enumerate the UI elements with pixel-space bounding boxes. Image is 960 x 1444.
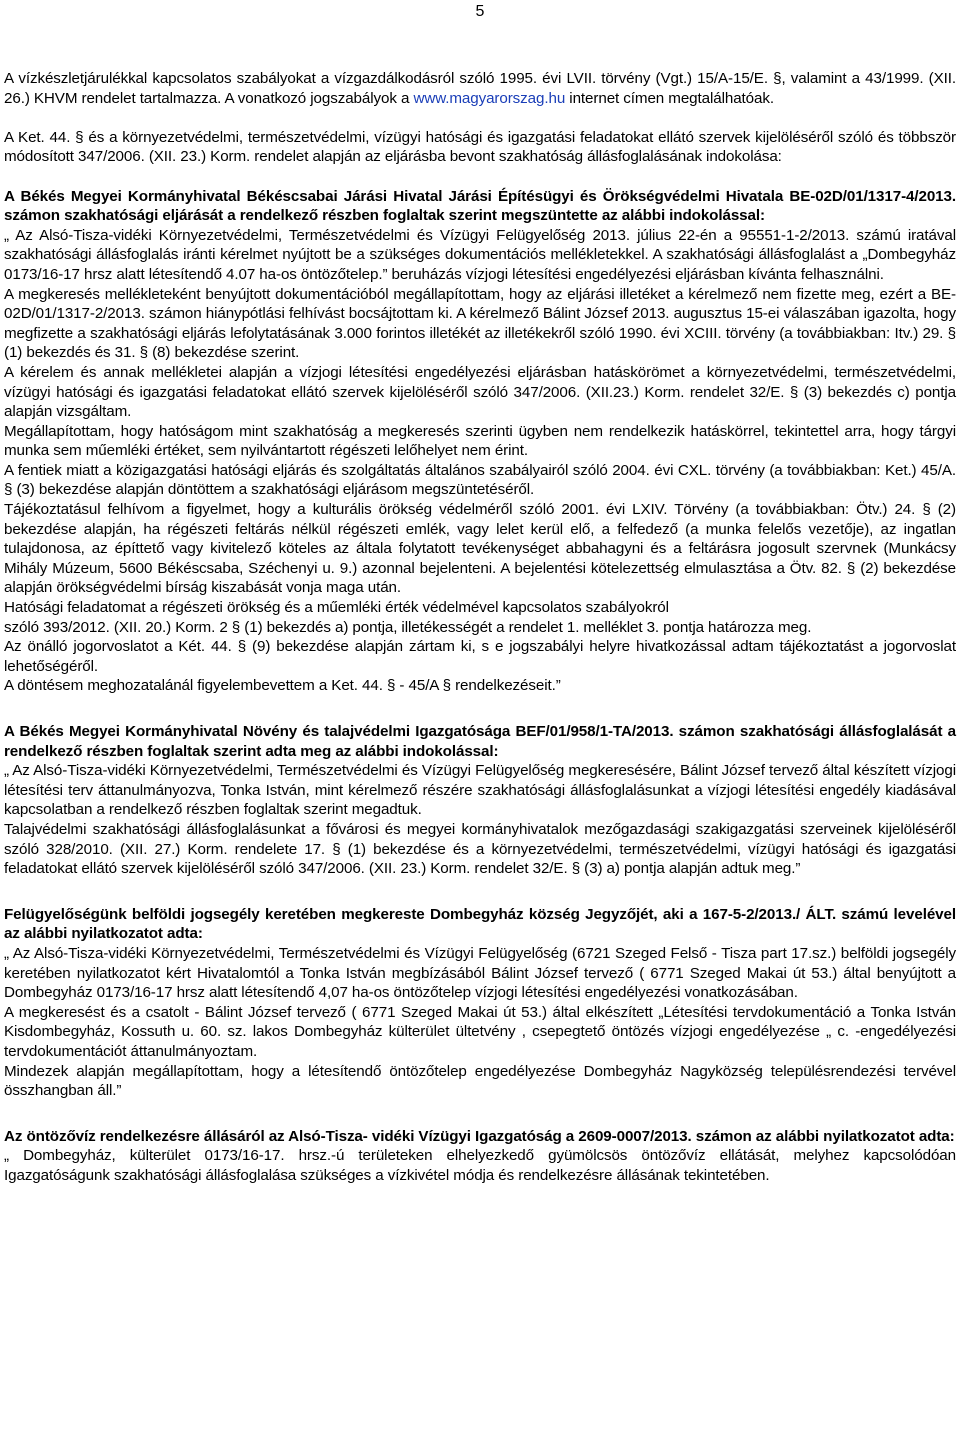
intro-text-2: , valamint a 43/1999. (XII. 26.) KHVM rendelet tartalmazza. A vonatkozó jogszabályok a bbox=[4, 70, 956, 107]
page-number: 5 bbox=[475, 3, 485, 20]
section2-paragraph: Talajvédelmi szakhatósági állásfoglalásunkat a fővárosi és megyei kormányhivatalok mezőgazdasági szakigazgatási szerveinek kijelöléséről szóló 328/2010. (XII. 27.) Korm. rendelete 17. § (1) bekezdése és a környezetvédelmi, természetvédelmi, vízügyi hatósági és igazgatási feladatokat ellátó szervek kijelöléséről szóló 347/2006. (XII. 23.) Korm. rendelet 32/E. § (3) a) pontja alapján adtuk meg.” bbox=[4, 820, 956, 878]
intro-paragraph-2: A Ket. 44. § és a környezetvédelmi, természetvédelmi, vízügyi hatósági és igazgatási feladatokat ellátó szervek kijelöléséről szóló és többször módosított 347/2006. (XII. 23.) Korm. rendelet alapján az eljárásba bevont szakhatóság állásfoglalásának indokolása: bbox=[4, 128, 956, 166]
section1-paragraph: A kérelem és annak mellékletei alapján a vízjogi létesítési engedélyezési eljárásban hatáskörömet a környezetvédelmi, természetvédelmi, vízügyi hatósági és igazgatási feladatokat ellátó szervek kijelöléséről szóló 347/2006. (XII.23.) Korm. rendelet 32/E. § (3) bekezdés c) pontja alapján vizsgáltam. bbox=[4, 363, 956, 421]
section3-heading: Felügyelőségünk belföldi jogsegély keretében megkereste Dombegyház község Jegyzőjét, aki a 167-5-2/2013./ ÁLT. számú levelével az alábbi nyilatkozatot adta: bbox=[4, 905, 956, 943]
section1-paragraph: A megkeresés mellékleteként benyújtott dokumentációból megállapítottam, hogy az eljárási illetéket a kérelmező nem fizette meg, ezért a BE-02D/01/1317-2/2013. számon hiánypótlási felhívást bocsájtottam ki. A kérelmező Bálint József 2013. augusztus 15-ei válaszában igazolta, hogy megfizette a szakhatósági eljárás lefolytatásának 3.000 forintos illetékét az illetékekről szóló 1990. évi XCIII. törvény (a továbbiakban: Itv.) 29. § (1) bekezdés és 31. § (8) bekezdése szerint. bbox=[4, 285, 956, 362]
section4-paragraph: „ Dombegyház, külterület 0173/16-17. hrsz.-ú területeken elhelyezkedő gyümölcsös öntözővíz ellátását, melyhez kapcsolódóan Igazgatóságunk szakhatósági állásfoglalása szükséges a vízkivétel módja és rendelkezésre állásának tekintetében. bbox=[4, 1147, 956, 1184]
section2-paragraph: „ Az Alsó-Tisza-vidéki Környezetvédelmi, Természetvédelmi és Vízügyi Felügyelőség megkeresésére, Bálint József tervező által készített vízjogi létesítési terv áttanulmányozva, Tonka István, mint kérelmező részére szakhatósági állásfoglalásunkat a vízjogi létesítési engedély kiadásával kapcsolatban a rendelkező részben foglaltak szerint megadtuk. bbox=[4, 762, 956, 819]
section2-heading: A Békés Megyei Kormányhivatal Növény és talajvédelmi Igazgatósága BEF/01/958/1-TA/2013. számon szakhatósági állásfoglalását a rendelkező részben foglaltak szerint adta meg az alábbi indokolással: bbox=[4, 723, 956, 760]
website-link[interactable]: www.magyarorszag.hu bbox=[413, 89, 566, 107]
section3-paragraph: A megkeresést és a csatolt - Bálint József tervező ( 6771 Szeged Makai út 53.) által elkészített „Létesítési tervdokumentáció a Tonka István Kisdombegyház, Kossuth u. 60. sz. lakos Dombegyház külterület ültetvény , csepegtető öntözés vízjogi engedélyezése „ c. -engedélyezési tervdokumentációt áttanulmányoztam. bbox=[4, 1003, 956, 1060]
section1-paragraph: Tájékoztatásul felhívom a figyelmet, hogy a kulturális örökség védelméről szóló 2001. évi LXIV. Törvény (a továbbiakban: Ötv.) 24. § (2) bekezdése alapján, ha régészeti feltárás nélkül régészeti emlék, vagy lelet kerül elő, a felfedező (a munka felelős vezetője), az ingatlan tulajdonosa, az építtető vagy kivitelező köteles az általa folytatott tevékenységet abbahagyni és a feltárásra jogosult szervnek (Munkácsy Mihály Múzeum, 5600 Békéscsaba, Széchenyi u. 9.) azonnal bejelenteni. A bejelentési kötelezettség elmulasztása a Ötv. 82. § (2) bekezdése alapján örökségvédelmi bírság kiszabását vonja maga után. bbox=[4, 501, 956, 597]
section1-paragraph: A döntésem meghozatalánál figyelembevettem a Ket. 44. § - 45/A § rendelkezéseit.” bbox=[4, 677, 561, 695]
section4-heading: Az öntözővíz rendelkezésre állásáról az Alsó-Tisza- vidéki Vízügyi Igazgatóság a 2609-0007/2013. számon az alábbi nyilatkozatot adta: bbox=[4, 1127, 955, 1145]
section3-paragraph: „ Az Alsó-Tisza-vidéki Környezetvédelmi, Természetvédelmi és Vízügyi Felügyelőség (6721 Szeged Felső - Tisza part 17.sz.) belföldi jogsegély keretében nyilatkozatot kért Hivatalomtól a Tonka István megbízásából Bálint József tervező ( 6771 Szeged Makai út 53.) által benyújtott a Dombegyház 0173/16-17 hrsz alatt létesítendő 4,07 ha-os öntözőtelep vízjogi létesítési engedélyezési vonatkozásában. bbox=[4, 944, 956, 1002]
section1-paragraph: „ Az Alsó-Tisza-vidéki Környezetvédelmi, Természetvédelmi és Vízügyi Felügyelőség 2013. július 22-én a 95551-1-2/2013. számú iratával szakhatósági állásfoglalás iránti kérelmet nyújtott be a szükséges dokumentációs mellékletekkel. A szakhatósági állásfoglalást a „Dombegyház 0173/16-17 hrsz alatt létesítendő 4.07 ha-os öntözőtelep.” beruházás vízjogi létesítési engedélyezési eljárásban kívánta felhasználni. bbox=[4, 226, 956, 283]
section1-paragraph: Megállapítottam, hogy hatóságom mint szakhatóság a megkeresés szerinti ügyben nem rendelkezik hatáskörrel, tekintettel arra, hogy tárgyi munka sem műemléki értéket, sem nyilvántartott régészeti lelőhelyet nem érint. bbox=[4, 422, 956, 460]
intro-paragraph-1 bbox=[4, 69, 956, 108]
document-body bbox=[4, 69, 956, 1185]
section1-paragraph: Hatósági feladatomat a régészeti örökség és a műemléki érték védelmével kapcsolatos szabályokról bbox=[4, 599, 669, 617]
intro-text-3: internet címen megtalálhatóak. bbox=[565, 89, 774, 107]
section1-paragraph: Az önálló jogorvoslatot a Két. 44. § (9) bekezdése alapján zártam ki, s e jogszabályi helyre hivatkozással adtam tájékoztatást a jogorvoslat lehetőségéről. bbox=[4, 638, 956, 675]
intro-text-1: A vízkészletjárulékkal kapcsolatos szabályokat a vízgazdálkodásról szóló 1995. évi LVII. törvény (Vgt.) 15/A-15/E. bbox=[4, 70, 774, 87]
section1-paragraph: szóló 393/2012. (XII. 20.) Korm. 2 § (1) bekezdés a) pontja, illetékességét a rendelet 1. melléklet 3. pontja határozza meg. bbox=[4, 618, 812, 636]
section1-paragraph: A fentiek miatt a közigazgatási hatósági eljárás és szolgáltatás általános szabályairól szóló 2004. évi CXL. törvény (a továbbiakban: Ket.) 45/A. § (3) bekezdése alapján döntöttem a szakhatósági eljárásom megszüntetéséről. bbox=[4, 461, 956, 499]
section1-heading: A Békés Megyei Kormányhivatal Békéscsabai Járási Hivatal Járási Építésügyi és Örökségvédelmi Hivatala BE-02D/01/1317-4/2013. számon szakhatósági eljárását a rendelkező részben foglaltak szerint megszüntette az alábbi indokolással: bbox=[4, 187, 956, 225]
section3-paragraph: Mindezek alapján megállapítottam, hogy a létesítendő öntözőtelep engedélyezése Dombegyház Nagyközség településrendezési tervével összhangban áll.” bbox=[4, 1062, 956, 1100]
section-sign: § bbox=[773, 70, 782, 87]
